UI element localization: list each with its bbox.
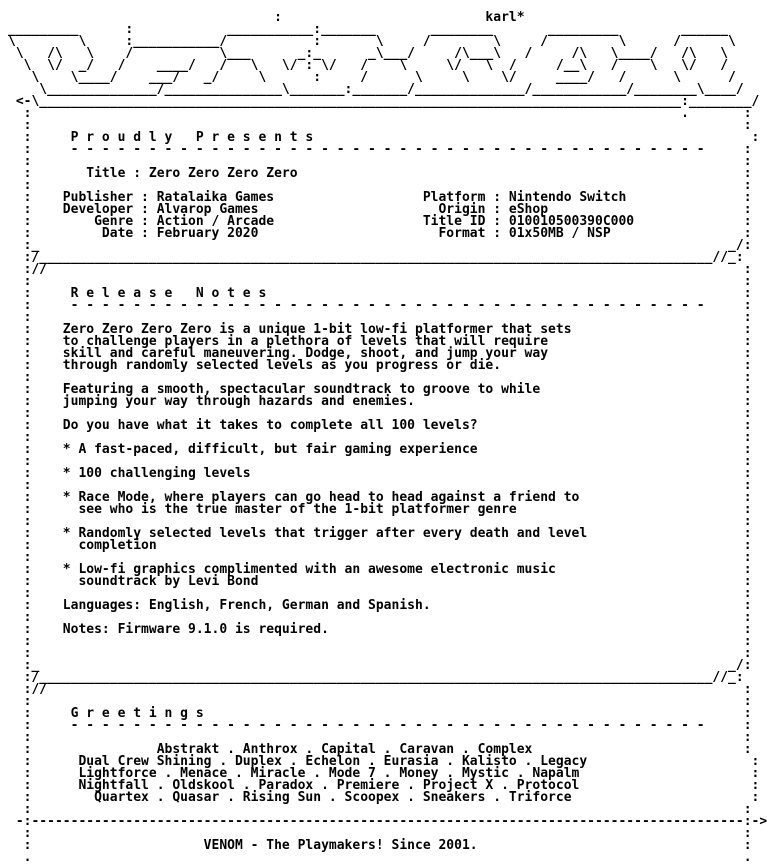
nfo-line: : Publisher : Ratalaika Games Platform : Nintendo Switch : bbox=[8, 190, 752, 205]
nfo-line: : : bbox=[8, 826, 752, 841]
nfo-line: : to challenge players in a plethora of levels that will require : bbox=[8, 334, 752, 349]
nfo-line: : Featuring a smooth, spectacular soundtrack to groove to while : bbox=[8, 382, 752, 397]
nfo-line: : : bbox=[8, 478, 752, 493]
nfo-line: : : bbox=[8, 310, 752, 325]
nfo-line: : * Randomly selected levels that trigger after every death and level : bbox=[8, 526, 752, 541]
nfo-line: : Quartex . Quasar . Rising Sun . Scoopex . Sneakers . Triforce : bbox=[8, 790, 760, 805]
nfo-line: : : bbox=[8, 430, 752, 445]
nfo-line: : Zero Zero Zero Zero is a unique 1-bit low-fi platformer that sets : bbox=[8, 322, 752, 337]
nfo-line: : Nightfall . Oldskool . Paradox . Premiere . Project X . Protocol : bbox=[8, 778, 760, 793]
nfo-line: : Notes: Firmware 9.1.0 is required. : bbox=[8, 622, 752, 637]
nfo-line: : P r o u d l y P r e s e n t s : bbox=[8, 130, 760, 145]
nfo-line: <-\__________________________________________________________________________________:________/ bbox=[8, 94, 760, 109]
nfo-line: : : bbox=[8, 118, 752, 133]
nfo-line: \ \____/ ___/ _/ \ : / \ \ \/ ____/ / \ / bbox=[8, 70, 736, 85]
nfo-line: : Developer : Alvarop Games Origin : eShop : bbox=[8, 202, 752, 217]
nfo-line: : G r e e t i n g s : bbox=[8, 706, 752, 721]
nfo-line: : - - - - - - - - - - - - - - - - - - - - - - - - - - - - - - - - - - - - - - - - - : bbox=[8, 142, 752, 157]
nfo-line: : through randomly selected levels as you progress or die. : bbox=[8, 358, 752, 373]
nfo-line: : : bbox=[8, 586, 752, 601]
nfo-line: \ /\ \ / \___ _:_ _\___/ /\___\ / /\ \____/ /\ \ bbox=[8, 46, 729, 61]
nfo-line: : see who is the true master of the 1-bit platformer genre : bbox=[8, 502, 752, 517]
nfo-line: : soundtrack by Levi Bond : bbox=[8, 574, 752, 589]
nfo-line: : Genre : Action / Arcade Title ID : 010010500390C000 : bbox=[8, 214, 752, 229]
nfo-line: . . bbox=[8, 850, 752, 865]
nfo-line: : Dual Crew Shining . Duplex . Echelon . Eurasia . Kalisto . Legacy : bbox=[8, 754, 760, 769]
nfo-line: :// : bbox=[8, 682, 752, 697]
nfo-line: : : bbox=[8, 610, 752, 625]
nfo-line: : : bbox=[8, 274, 752, 289]
nfo-line: : : bbox=[8, 802, 752, 817]
nfo-line: :/______________________________________________________________________________________//_: bbox=[8, 670, 744, 685]
nfo-line: : : bbox=[8, 178, 752, 193]
nfo-line: : completion : bbox=[8, 538, 752, 553]
nfo-line: : Lightforce . Menace . Miracle . Mode 7 . Money . Mystic . Napalm : bbox=[8, 766, 760, 781]
nfo-line: : - - - - - - - - - - - - - - - - - - - - - - - - - - - - - - - - - - - - - - - - - : bbox=[8, 718, 752, 733]
nfo-line: :_ _/: bbox=[8, 658, 752, 673]
nfo-line: _________ : ___________:_______ ________ _________ ______ bbox=[8, 22, 729, 37]
nfo-line: : : bbox=[8, 454, 752, 469]
nfo-line: : skill and careful maneuvering. Dodge, shoot, and jump your way : bbox=[8, 346, 752, 361]
nfo-line: : * A fast-paced, difficult, but fair gaming experience : bbox=[8, 442, 752, 457]
nfo-line: : VENOM - The Playmakers! Since 2001. : bbox=[8, 838, 752, 853]
nfo-line: \ \ :___________/ : \ / \ / \ / \ bbox=[8, 34, 736, 49]
nfo-line: : : bbox=[8, 646, 752, 661]
nfo-line: : . : bbox=[8, 106, 752, 121]
nfo-line: : Languages: English, French, German and Spanish. : bbox=[8, 598, 752, 613]
nfo-line: : jumping your way through hazards and enemies. : bbox=[8, 394, 752, 409]
nfo-line: : Title : Zero Zero Zero Zero : bbox=[8, 166, 752, 181]
nfo-line: : : bbox=[8, 154, 752, 169]
nfo-line: -:-------------------------------------------------------------------------------------------:-> bbox=[8, 814, 767, 829]
nfo-line: : : bbox=[8, 406, 752, 421]
nfo-line: : * Low-fi graphics complimented with an awesome electronic music : bbox=[8, 562, 752, 577]
nfo-line: :_ _/: bbox=[8, 238, 752, 253]
nfo-line: : : bbox=[8, 550, 752, 565]
nfo-line: : : bbox=[8, 730, 752, 745]
nfo-line: : * Race Mode, where players can go head to head against a friend to : bbox=[8, 490, 752, 505]
nfo-line: : - - - - - - - - - - - - - - - - - - - - - - - - - - - - - - - - - - - - - - - - - : bbox=[8, 298, 752, 313]
nfo-line: : * 100 challenging levels : bbox=[8, 466, 752, 481]
nfo-line: : R e l e a s e N o t e s : bbox=[8, 286, 752, 301]
nfo-line: : Date : February 2020 Format : 01x50MB / NSP : bbox=[8, 226, 752, 241]
nfo-line: : Do you have what it takes to complete all 100 levels? : bbox=[8, 418, 752, 433]
nfo-line: : : bbox=[8, 514, 752, 529]
nfo-line: \ \/ _/ / ____/ / \ \/ : \/ / \ \/ \ / /__\ / \ \/ / bbox=[8, 58, 729, 73]
nfo-line: : : bbox=[8, 694, 752, 709]
nfo-line: \______________/_______________\_______:_______/______________/____________/________\____/ bbox=[8, 82, 744, 97]
nfo-line: :/______________________________________________________________________________________//_: bbox=[8, 250, 744, 265]
nfo-line: : : bbox=[8, 634, 752, 649]
nfo-line: : Abstrakt . Anthrox . Capital . Caravan . Complex : bbox=[8, 742, 752, 757]
nfo-line: : karl* bbox=[8, 10, 666, 25]
nfo-line: :// : bbox=[8, 262, 752, 277]
nfo-line: : : bbox=[8, 370, 752, 385]
